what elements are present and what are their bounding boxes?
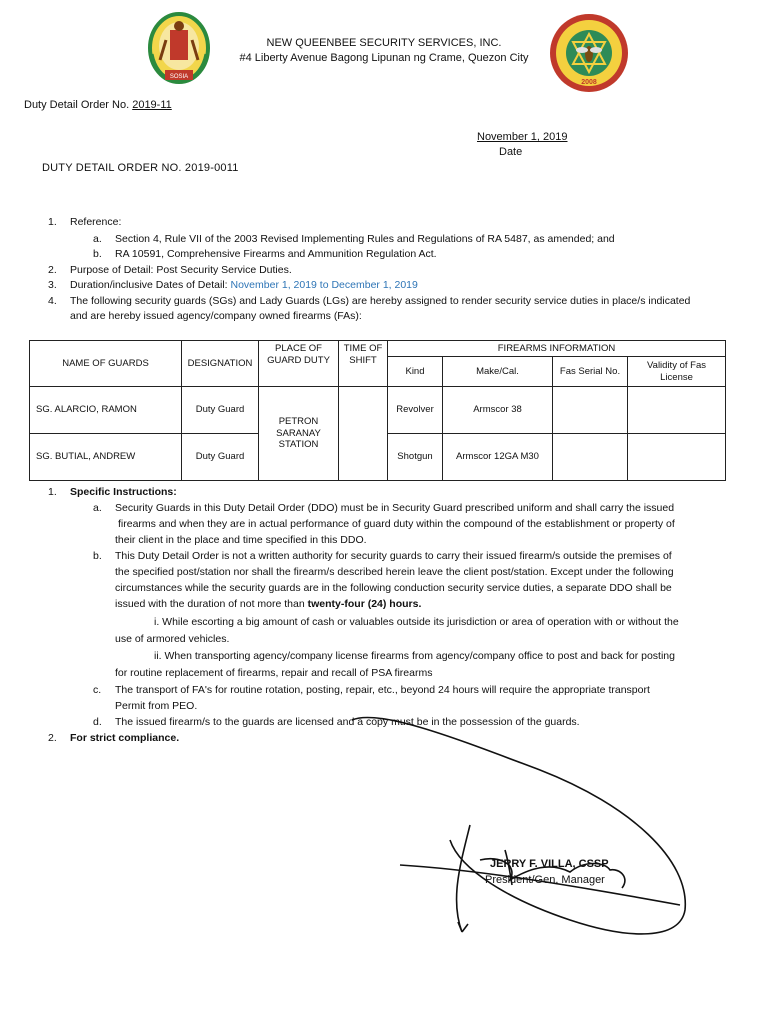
assignment-line-1: The following security guards (SGs) and Lady Guards (LGs) are hereby assigned to render security service duties in place/s indicated — [70, 295, 691, 307]
signatory-name: JERRY F. VILLA, CSSP — [490, 858, 609, 870]
table-row — [30, 387, 726, 434]
firearm-serial — [553, 387, 628, 434]
assignment-line-2: and are hereby issued agency/company owned firearms (FAs): — [70, 310, 362, 322]
item-number: 3. — [48, 279, 57, 291]
header-name: NAME OF GUARDS — [30, 341, 182, 387]
firearm-kind: Shotgun — [388, 434, 443, 481]
reference-label: Reference: — [70, 216, 122, 228]
reference-a: Section 4, Rule VII of the 2003 Revised Implementing Rules and Regulations of RA 5487, as amended; and — [115, 233, 615, 245]
header-serial: Fas Serial No. — [553, 357, 628, 387]
ddo-number: 2019-11 — [132, 99, 172, 111]
purpose-text: Purpose of Detail: Post Security Service Duties. — [70, 264, 292, 276]
instruction-i-2: use of armored vehicles. — [115, 633, 230, 645]
firearm-make: Armscor 38 — [443, 387, 553, 434]
sosia-logo-text: SOSIA — [169, 74, 189, 80]
item-number: 2. — [48, 264, 57, 276]
sub-letter: d. — [93, 716, 102, 728]
handwritten-signature — [340, 700, 700, 950]
header-time: TIME OF SHIFT — [339, 341, 388, 387]
header-firearms: FIREARMS INFORMATION — [388, 341, 726, 357]
duration-value: November 1, 2019 to December 1, 2019 — [230, 279, 418, 291]
instruction-a-2: firearms and when they are in actual performance of guard duty within the compound of the establishment or property of — [118, 518, 675, 530]
company-seal-logo — [548, 12, 630, 94]
header-validity: Validity of Fas License — [628, 357, 726, 387]
sub-letter: b. — [93, 550, 102, 562]
guard-name: SG. ALARCIO, RAMON — [30, 387, 182, 434]
firearm-validity — [628, 434, 726, 481]
header-place: PLACE OF GUARD DUTY — [259, 341, 339, 387]
guard-designation: Duty Guard — [182, 434, 259, 481]
header-kind: Kind — [388, 357, 443, 387]
sub-letter: c. — [93, 684, 102, 696]
instruction-ii-1: ii. When transporting agency/company license firearms from agency/company office to post and back for posting — [154, 650, 675, 662]
instruction-b-4-bold: twenty-four (24) hours. — [307, 598, 422, 610]
sub-letter: a. — [93, 233, 102, 245]
order-date: November 1, 2019 — [477, 131, 568, 143]
sub-letter: a. — [93, 502, 102, 514]
item-number: 1. — [48, 486, 57, 498]
time-of-shift — [339, 387, 388, 481]
duration-line — [70, 279, 418, 291]
firearm-kind: Revolver — [388, 387, 443, 434]
guard-designation: Duty Guard — [182, 387, 259, 434]
instruction-ii-2: for routine replacement of firearms, repair and recall of PSA firearms — [115, 667, 433, 679]
instruction-i-1: i. While escorting a big amount of cash or valuables outside its jurisdiction or area of operation with or without the — [154, 616, 679, 628]
guard-name: SG. BUTIAL, ANDREW — [30, 434, 182, 481]
signatory-title: President/Gen. Manager — [485, 874, 605, 886]
header-make: Make/Cal. — [443, 357, 553, 387]
compliance-text: For strict compliance. — [70, 732, 180, 744]
ddo-title: DUTY DETAIL ORDER NO. 2019-0011 — [42, 162, 239, 174]
item-number: 1. — [48, 216, 57, 228]
instructions-heading: Specific Instructions: — [70, 486, 177, 498]
place-of-duty: PETRON SARANAY STATION — [259, 387, 339, 481]
instruction-a-3: their client in the place and time specified in this DDO. — [115, 534, 367, 546]
duration-label: Duration/inclusive Dates of Detail: — [70, 279, 231, 291]
instruction-c-1: The transport of FA's for routine rotation, posting, repair, etc., beyond 24 hours will require the appropriate transport — [115, 684, 650, 696]
reference-b: RA 10591, Comprehensive Firearms and Ammunition Regulation Act. — [115, 248, 437, 260]
instruction-a-1: Security Guards in this Duty Detail Order (DDO) must be in Security Guard prescribed uniform and shall carry the issued — [115, 502, 675, 514]
instruction-b-4-text: issued with the duration of not more than — [115, 598, 308, 610]
date-label: Date — [499, 146, 523, 158]
company-address: #4 Liberty Avenue Bagong Lipunan ng Crame, Quezon City — [239, 52, 529, 64]
instruction-b-3: circumstances while the security guards are in the following conduction security service duties, a separate DDO shall be — [115, 582, 672, 594]
ddo-number-line — [24, 99, 172, 111]
ddo-prefix: Duty Detail Order No. — [24, 99, 133, 111]
firearm-serial — [553, 434, 628, 481]
sub-letter: b. — [93, 248, 102, 260]
firearm-validity — [628, 387, 726, 434]
item-number: 4. — [48, 295, 57, 307]
instruction-b-1: This Duty Detail Order is not a written authority for security guards to carry their issued firearm/s outside the premises of — [115, 550, 672, 562]
seal-year: 2008 — [581, 79, 597, 86]
instruction-c-2: Permit from PEO. — [115, 700, 198, 712]
guard-assignment-table — [29, 340, 726, 481]
company-name: NEW QUEENBEE SECURITY SERVICES, INC. — [266, 37, 502, 49]
instruction-b-4 — [115, 598, 421, 610]
instruction-b-2: the specified post/station nor shall the firearm/s described herein leave the client post/station. Except under the following — [115, 566, 674, 578]
firearm-make: Armscor 12GA M30 — [443, 434, 553, 481]
item-number: 2. — [48, 732, 57, 744]
sosia-logo — [148, 10, 210, 88]
instruction-d-1: The issued firearm/s to the guards are licensed and a copy must be in the possession of the guards. — [115, 716, 580, 728]
header-designation: DESIGNATION — [182, 341, 259, 387]
